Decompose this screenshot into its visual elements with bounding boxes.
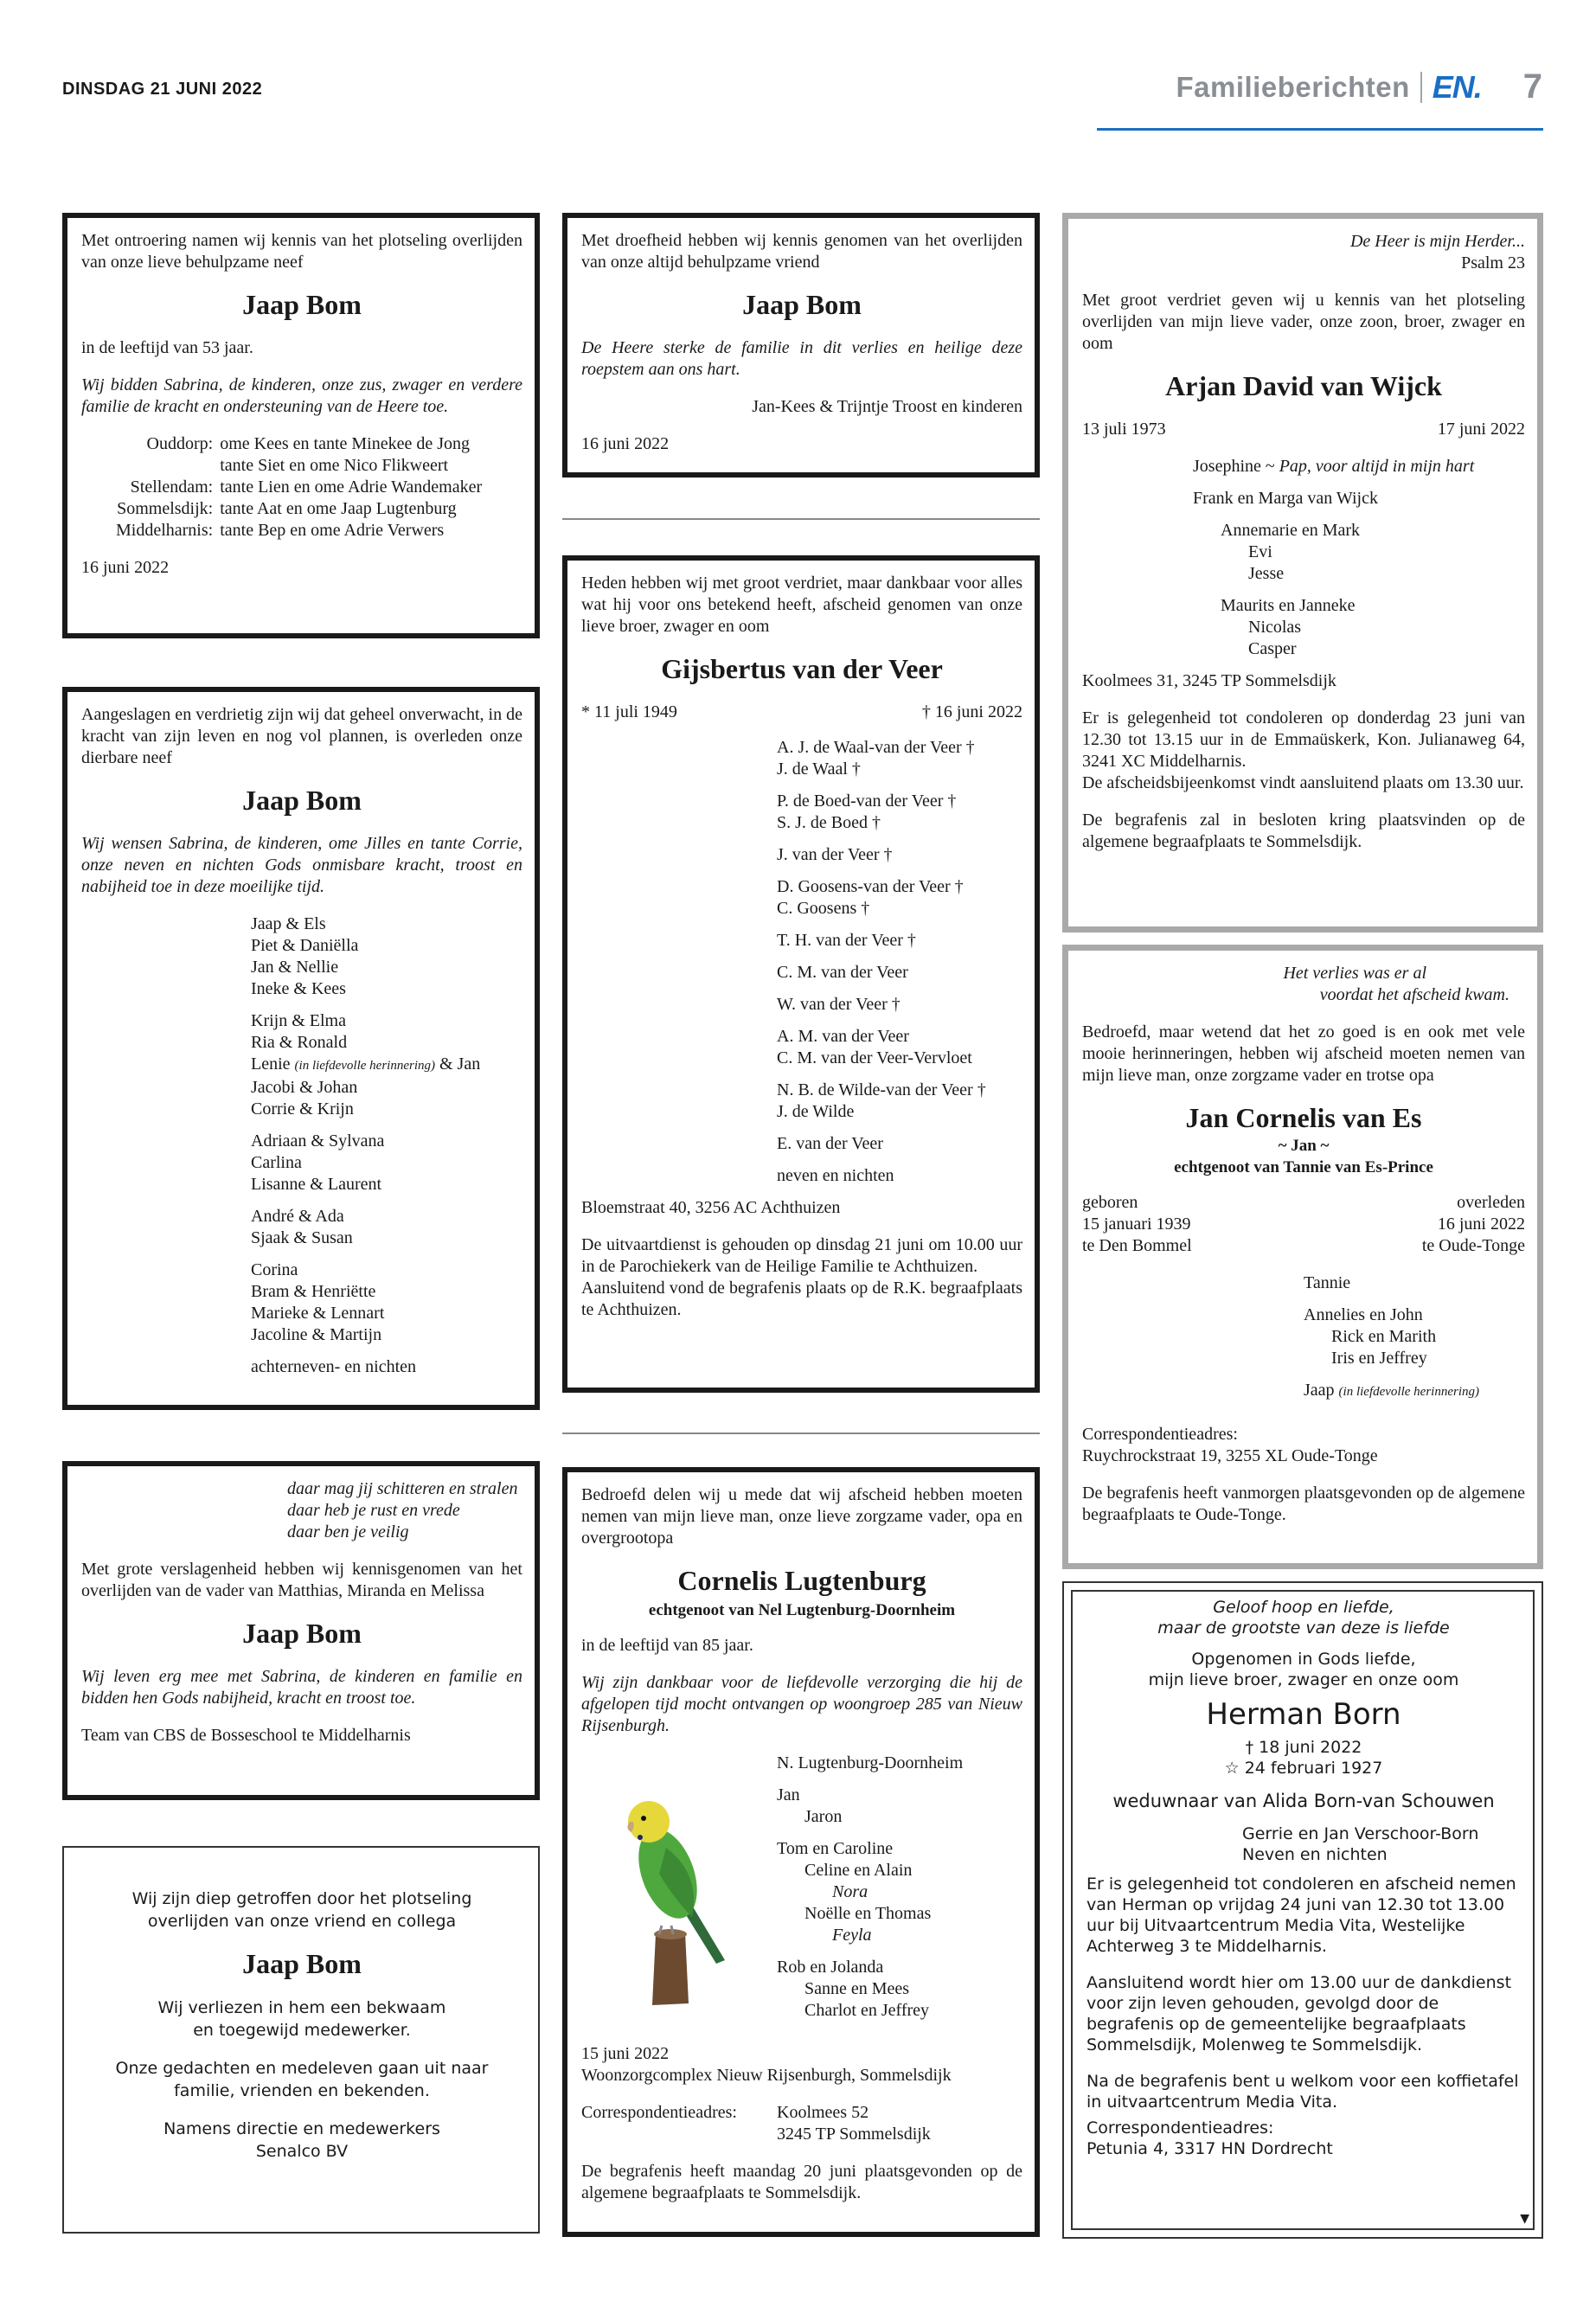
family-member: A. J. de Waal-van der Veer † <box>777 738 975 757</box>
death-date: 18 juni 2022 <box>1259 1738 1362 1757</box>
family-list <box>251 913 522 1378</box>
notice-text <box>78 2057 526 2102</box>
death-info <box>1422 1192 1525 1257</box>
family-section <box>581 1753 1022 2043</box>
family-group <box>777 1785 963 1828</box>
family-member: Annelies en John <box>1304 1305 1423 1324</box>
notice-burial: De begrafenis heeft vanmorgen plaatsgevonden op de algemene begraafplaats te Oude-Tonge. <box>1082 1484 1525 1524</box>
deceased-name: Jaap Bom <box>242 289 362 320</box>
column-divider <box>562 1433 1040 1434</box>
life-dates <box>1082 1192 1525 1257</box>
family-group <box>1221 520 1525 585</box>
family-member: J. de Wilde <box>777 1102 855 1121</box>
notice-jaap-bom-school <box>62 1461 540 1800</box>
relative-place: Stellendam: <box>130 478 214 497</box>
notice-coffee: Na de begrafenis bent u welkom voor een koffietafel in uitvaartcentrum Media Vita. <box>1086 2072 1519 2112</box>
family-member: A. M. van der Veer <box>777 1027 909 1046</box>
notice-jaap-bom-family <box>62 213 540 638</box>
death-line <box>1086 1737 1521 1758</box>
family-member <box>1304 1380 1525 1403</box>
family-member: Annemarie en Mark <box>1221 521 1361 540</box>
family-member: N. Lugtenburg-Doornheim <box>777 1753 964 1772</box>
family-member: Nicolas <box>1248 618 1302 637</box>
family-member-name: Jaap <box>1304 1381 1335 1400</box>
family-member: Casper <box>1248 639 1297 658</box>
family-member: Iris en Jeffrey <box>1331 1349 1427 1368</box>
notice-intro: Met grote verslagenheid hebben wij kennisgenomen van het overlijden van de vader van Matthias, Miranda en Melissa <box>81 1560 522 1600</box>
family-member: Jan <box>777 1785 800 1804</box>
death-date: † 16 juni 2022 <box>921 702 1022 721</box>
family-member: Corrie & Krijn <box>251 1099 354 1118</box>
intro-line: mijn lieve broer, zwager en onze oom <box>1148 1670 1459 1689</box>
verse-reference: Psalm 23 <box>1461 253 1525 272</box>
memorial-note: (in liefdevolle herinnering) <box>1338 1385 1479 1399</box>
family-member: Noëlle en Thomas <box>804 1904 932 1923</box>
header-divider <box>1420 72 1422 103</box>
family-member: S. J. de Boed † <box>777 813 881 832</box>
family-group <box>1304 1304 1525 1369</box>
family-group <box>251 1259 522 1346</box>
notice-wish: Wij leven erg mee met Sabrina, de kinderen en familie en bidden hen Gods nabijheid, kracht en troost toe. <box>81 1667 522 1708</box>
section-title: Familieberichten <box>1176 70 1410 103</box>
correspondence <box>581 2102 1022 2145</box>
text-line: Wij verliezen in hem een bekwaam <box>157 1998 446 2017</box>
correspondence-address: Petunia 4, 3317 HN Dordrecht <box>1086 2139 1333 2158</box>
verse <box>1082 231 1525 253</box>
family-member <box>1193 456 1525 478</box>
family-group <box>777 930 1022 952</box>
family-group <box>777 962 1022 984</box>
family-member: Marieke & Lennart <box>251 1304 385 1323</box>
notice-jaap-bom-nephews <box>62 687 540 1410</box>
family-member: Bram & Henriëtte <box>251 1282 376 1301</box>
family-member-note: Pap, voor altijd in mijn hart <box>1279 457 1475 476</box>
life-dates <box>581 702 1022 723</box>
family-group <box>777 737 1022 780</box>
notice-intro: Met ontroering namen wij kennis van het plotseling overlijden van onze lieve behulpzame neef <box>81 231 522 272</box>
family-group <box>777 876 1022 920</box>
birth-date: * 11 juli 1949 <box>581 702 677 721</box>
family-member: J. de Waal † <box>777 760 861 779</box>
parakeet-illustration <box>614 1787 727 2012</box>
spouse-line: echtgenoot van Nel Lugtenburg-Doornheim <box>648 1601 956 1619</box>
down-arrow-icon: ▼ <box>1520 2212 1529 2226</box>
correspondence-label: Correspondentieadres: <box>581 2103 737 2122</box>
notice-wish: De Heere sterke de familie in dit verlies en heilige deze roepstem aan ons hart. <box>581 338 1022 379</box>
notice-wish: Wij bidden Sabrina, de kinderen, onze zus, zwager en verdere familie de kracht en ondersteuning van de Heere toe. <box>81 375 522 416</box>
notice-gathering: De afscheidsbijeenkomst vindt aansluitend plaats om 13.30 uur. <box>1082 773 1524 792</box>
family-member: Ineke & Kees <box>251 979 346 998</box>
deceased-name: Gijsbertus van der Veer <box>661 653 943 684</box>
notice-intro: Bedroefd, maar wetend dat het zo goed is en ook met vele mooie herinneringen, hebben wij afscheid moeten nemen van mijn lieve man, onze zorgzame vader en trotse opa <box>1082 1022 1525 1085</box>
correspondence-address <box>777 2102 931 2145</box>
death-date: 17 juni 2022 <box>1437 420 1525 439</box>
family-member: Krijn & Elma <box>251 1011 346 1030</box>
relative-row <box>116 477 482 498</box>
notice-herman-born <box>1062 1581 1543 2239</box>
family-member: Jaron <box>804 1807 843 1826</box>
family-member: Celine en Alain <box>804 1861 913 1880</box>
notice-intro <box>1086 1649 1521 1690</box>
relative-place: Ouddorp: <box>146 434 214 453</box>
notice-intro: Bedroefd delen wij u mede dat wij afscheid hebben moeten nemen van mijn lieve man, onze lieve zorgzame vader, opa en overgrootopa <box>581 1485 1022 1548</box>
family-member: Nora <box>832 1882 869 1901</box>
family-group <box>777 1080 1022 1123</box>
relative-row <box>116 520 482 542</box>
correspondence-address: Ruychrockstraat 19, 3255 XL Oude-Tonge <box>1082 1446 1378 1465</box>
perch-stump <box>652 1932 689 2005</box>
parakeet-head <box>628 1801 670 1843</box>
family-group <box>777 791 1022 834</box>
family-member: P. de Boed-van der Veer † <box>777 792 957 811</box>
family-group <box>777 1165 1022 1187</box>
family-list <box>1193 456 1525 660</box>
newspaper-logo: EN. <box>1432 68 1482 105</box>
relative-names: tante Siet en ome Nico Flikweert <box>220 456 449 475</box>
life-dates <box>1082 419 1525 440</box>
widower-line: weduwnaar van Alida Born-van Schouwen <box>1112 1791 1495 1811</box>
notice-signature: Team van CBS de Bosseschool te Middelharnis <box>81 1726 411 1745</box>
correspondence-label: Correspondentieadres: <box>1086 2118 1274 2138</box>
intro-line: overlijden van onze vriend en collega <box>147 1912 457 1931</box>
address-line: Koolmees 52 <box>777 2103 869 2122</box>
notice-burial: De begrafenis heeft maandag 20 juni plaatsgevonden op de algemene begraafplaats te Sommelsdijk. <box>581 2162 1022 2202</box>
notice-intro: Met groot verdriet geven wij u kennis van het plotseling overlijden van mijn lieve vader, onze zoon, broer, zwager en oom <box>1082 291 1525 353</box>
family-member: Jan & Nellie <box>251 958 339 977</box>
family-member: Sjaak & Susan <box>251 1228 353 1247</box>
family-member: N. B. de Wilde-van der Veer † <box>777 1080 986 1099</box>
notice-jaap-bom-company <box>62 1846 540 2234</box>
relative-row <box>116 455 482 477</box>
address-line: 3245 TP Sommelsdijk <box>777 2125 931 2144</box>
notice-cornelis-lugtenburg <box>562 1467 1040 2237</box>
deceased-name: Jaap Bom <box>742 289 862 320</box>
family-member: C. Goosens † <box>777 899 870 918</box>
deceased-name: Jaap Bom <box>242 1618 362 1649</box>
family-group <box>777 1026 1022 1069</box>
notice-address: Bloemstraat 40, 3256 AC Achthuizen <box>581 1198 841 1217</box>
notice-intro: Aangeslagen en verdrietig zijn wij dat geheel onverwacht, in de kracht van zijn leven en nog vol plannen, is overleden onze dierbare neef <box>81 705 522 767</box>
family-group <box>251 913 522 1000</box>
notice-arjan-david-van-wijck <box>1062 213 1543 933</box>
memorial-note: (in liefdevolle herinnering) <box>294 1059 435 1073</box>
verse-line: maar de grootste van deze is liefde <box>1157 1618 1450 1638</box>
relative-place: Middelharnis: <box>116 521 214 540</box>
family-group <box>777 1957 963 2022</box>
notice-intro: Met droefheid hebben wij kennis genomen van het overlijden van onze altijd behulpzame vriend <box>581 231 1022 272</box>
verse <box>1082 963 1525 1006</box>
poem <box>287 1478 522 1543</box>
relative-names: ome Kees en tante Minekee de Jong <box>220 434 471 453</box>
relative-place <box>116 455 220 477</box>
family-member: Jesse <box>1248 564 1285 583</box>
relative-names: tante Lien en ome Adrie Wandemaker <box>220 478 483 497</box>
family-group <box>251 1131 522 1195</box>
deceased-name: Herman Born <box>1206 1697 1401 1732</box>
notice-wish: Wij wensen Sabrina, de kinderen, ome Jilles en tante Corrie, onze neven en nichten Gods onmisbare kracht, troost en nabijheid toe in deze moeilijke tijd. <box>81 834 522 896</box>
family-member: E. van der Veer <box>777 1134 883 1153</box>
text-line: familie, vrienden en bekenden. <box>174 2081 430 2100</box>
family-member: Maurits en Janneke <box>1221 596 1356 615</box>
notice-condolence: Er is gelegenheid tot condoleren en afscheid nemen van Herman op vrijdag 24 juni van 12.30 tot 13.00 uur bij Uitvaartcentrum Media Vita, Westelijke Achterweg 3 te Middelharnis. <box>1086 1875 1516 1956</box>
notice-service: De uitvaartdienst is gehouden op dinsdag 21 juni om 10.00 uur in de Parochiekerk van de Heilige Familie te Achthuizen. <box>581 1235 1022 1276</box>
family-group <box>251 1206 522 1249</box>
family-member: W. van der Veer † <box>777 995 901 1014</box>
family-member: Jaap & Els <box>251 914 326 933</box>
relative-names: tante Bep en ome Adrie Verwers <box>220 521 445 540</box>
deceased-name: Jaap Bom <box>242 1948 362 1979</box>
spouse-line: echtgenoot van Tannie van Es-Prince <box>1174 1158 1433 1176</box>
family-member: Charlot en Jeffrey <box>804 2001 930 2020</box>
birth-info <box>1082 1192 1192 1257</box>
family-member: Sanne en Mees <box>804 1979 910 1998</box>
star-icon: ☆ <box>1224 1759 1240 1778</box>
relative-place: Sommelsdijk: <box>117 499 214 518</box>
notice-date: 16 juni 2022 <box>581 434 670 453</box>
notice-service: Aansluitend wordt hier om 13.00 uur de dankdienst voor zijn leven gehouden, gevolgd door de begrafenis op de gemeentelijke begraafplaats Sommelsdijk, Molenweg te Sommelsdijk. <box>1086 1973 1512 2054</box>
notice-condolence: Er is gelegenheid tot condoleren op donderdag 23 juni van 12.30 tot 13.15 uur in de Emmaüskerk, Kon. Julianaweg 64, 3241 XC Middelharnis. <box>1082 708 1525 771</box>
poem-line: daar mag jij schitteren en stralen <box>287 1479 518 1498</box>
verse-line: Het verlies was er al <box>1283 964 1426 983</box>
notice-address: Koolmees 31, 3245 TP Sommelsdijk <box>1082 671 1336 690</box>
notice-thanks: Wij zijn dankbaar voor de liefdevolle verzorging die hij de afgelopen tijd mocht ontvangen op woongroep 285 van Nieuw Rijsenburgh. <box>581 1673 1022 1735</box>
family-group <box>777 994 1022 1016</box>
birth-date: 13 juli 1973 <box>1082 420 1166 439</box>
poem-line: daar ben je veilig <box>287 1522 409 1541</box>
family-group <box>777 1838 963 1946</box>
family-member: Rick en Marith <box>1331 1327 1437 1346</box>
family-member: Feyla <box>832 1926 872 1945</box>
notice-gijsbertus-van-der-veer <box>562 555 1040 1393</box>
parakeet-eye <box>641 1816 646 1821</box>
page-header <box>1176 67 1542 106</box>
relatives-table <box>116 433 482 542</box>
family-member: Corina <box>251 1260 298 1279</box>
notice-burial: De begrafenis zal in besloten kring plaatsvinden op de algemene begraafplaats te Sommelsdijk. <box>1082 811 1525 851</box>
family-member: Carlina <box>251 1153 302 1172</box>
signature-line: Senalco BV <box>255 2142 349 2161</box>
column-divider <box>562 518 1040 520</box>
signature-line: Namens directie en medewerkers <box>163 2119 440 2138</box>
family-member: Tannie <box>1304 1273 1351 1292</box>
family-member: Jacobi & Johan <box>251 1078 358 1097</box>
family-member: neven en nichten <box>777 1166 894 1185</box>
notice-intro: Heden hebben wij met groot verdriet, maar dankbaar voor alles wat hij voor ons betekend heeft, afscheid genomen van onze lieve broer, zwager en oom <box>581 574 1022 636</box>
notice-date: 16 juni 2022 <box>81 558 170 577</box>
family-list <box>1242 1823 1521 1865</box>
family-member-name: & Jan <box>439 1054 481 1074</box>
deceased-name: Arjan David van Wijck <box>1165 370 1442 401</box>
notice-text <box>78 1997 526 2041</box>
notice-location: Woonzorgcomplex Nieuw Rijsenburgh, Sommelsdijk <box>581 2066 952 2085</box>
verse-line: Geloof hoop en liefde, <box>1213 1598 1394 1617</box>
family-group <box>1221 595 1525 660</box>
deceased-name: Jaap Bom <box>242 785 362 816</box>
family-member: Gerrie en Jan Verschoor-Born <box>1242 1824 1479 1843</box>
family-member: André & Ada <box>251 1207 344 1226</box>
text-line: Onze gedachten en medeleven gaan uit naar <box>115 2059 489 2078</box>
family-member: Evi <box>1248 542 1272 561</box>
notice-date: 15 juni 2022 <box>581 2044 670 2063</box>
deceased-name: Jan Cornelis van Es <box>1185 1102 1422 1133</box>
notice-intro <box>78 1888 526 1932</box>
relative-row <box>116 498 482 520</box>
family-member: Piet & Daniëlla <box>251 936 359 955</box>
family-closing: achterneven- en nichten <box>251 1357 417 1376</box>
page-number: 7 <box>1522 67 1542 106</box>
page-date: DINSDAG 21 JUNI 2022 <box>62 80 263 99</box>
notice-age: in de leeftijd van 53 jaar. <box>81 338 253 357</box>
family-list <box>777 737 1022 1187</box>
birth-date: 15 januari 1939 <box>1082 1215 1191 1234</box>
verse-line: voordat het afscheid kwam. <box>1319 985 1509 1004</box>
nickname: ~ Jan ~ <box>1278 1137 1330 1155</box>
family-list <box>1304 1272 1525 1403</box>
life-dates <box>1086 1737 1521 1779</box>
notice-signature <box>78 2118 526 2163</box>
cross-icon: † <box>1245 1738 1254 1757</box>
notice-signature: Jan-Kees & Trijntje Troost en kinderen <box>752 397 1022 416</box>
family-member: C. M. van der Veer <box>777 963 908 982</box>
text-line: en toegewijd medewerker. <box>193 2021 411 2040</box>
family-member: Jacoline & Martijn <box>251 1325 382 1344</box>
family-group <box>777 1133 1022 1155</box>
verse <box>1086 1597 1521 1638</box>
birth-date: 24 februari 1927 <box>1244 1759 1383 1778</box>
family-member: D. Goosens-van der Veer † <box>777 877 964 896</box>
family-member: Frank en Marga van Wijck <box>1193 489 1378 508</box>
relative-names: tante Aat en ome Jaap Lugtenburg <box>220 499 457 518</box>
notice-jan-cornelis-van-es <box>1062 945 1543 1569</box>
family-group <box>251 1010 522 1120</box>
family-member: T. H. van der Veer † <box>777 931 916 950</box>
notice-burial: Aansluitend vond de begrafenis plaats op de R.K. begraafplaats te Achthuizen. <box>581 1279 1022 1319</box>
family-member: Adriaan & Sylvana <box>251 1131 385 1150</box>
birth-place: te Den Bommel <box>1082 1236 1192 1255</box>
family-member: Neven en nichten <box>1242 1845 1388 1864</box>
poem-line: daar heb je rust en vrede <box>287 1501 460 1520</box>
family-member: Ria & Ronald <box>251 1033 348 1052</box>
family-member-name: Josephine ~ <box>1193 457 1275 476</box>
notice-age: in de leeftijd van 85 jaar. <box>581 1636 753 1655</box>
intro-line: Wij zijn diep getroffen door het plotseling <box>131 1889 472 1908</box>
correspondence-label: Correspondentieadres: <box>1082 1425 1238 1444</box>
family-member: Lisanne & Laurent <box>251 1175 382 1194</box>
parakeet-spot <box>638 1835 643 1840</box>
family-member: Rob en Jolanda <box>777 1958 884 1977</box>
death-date: 16 juni 2022 <box>1437 1215 1525 1234</box>
death-place: te Oude-Tonge <box>1421 1236 1525 1255</box>
family-member <box>251 1054 522 1077</box>
header-rule <box>1097 128 1543 131</box>
family-member: J. van der Veer † <box>777 845 893 864</box>
notice-jaap-bom-friends <box>562 213 1040 478</box>
intro-line: Opgenomen in Gods liefde, <box>1191 1650 1416 1669</box>
family-group <box>777 844 1022 866</box>
family-member: C. M. van der Veer-Vervloet <box>777 1048 972 1067</box>
birth-label: geboren <box>1082 1193 1138 1212</box>
birth-line <box>1086 1758 1521 1779</box>
deceased-name: Cornelis Lugtenburg <box>677 1565 926 1596</box>
verse-line: De Heer is mijn Herder... <box>1349 232 1525 251</box>
family-member: Tom en Caroline <box>777 1839 894 1858</box>
family-member-name: Lenie <box>251 1054 291 1074</box>
family-list <box>777 1753 963 2032</box>
death-label: overleden <box>1457 1193 1525 1212</box>
relative-row <box>116 433 482 455</box>
